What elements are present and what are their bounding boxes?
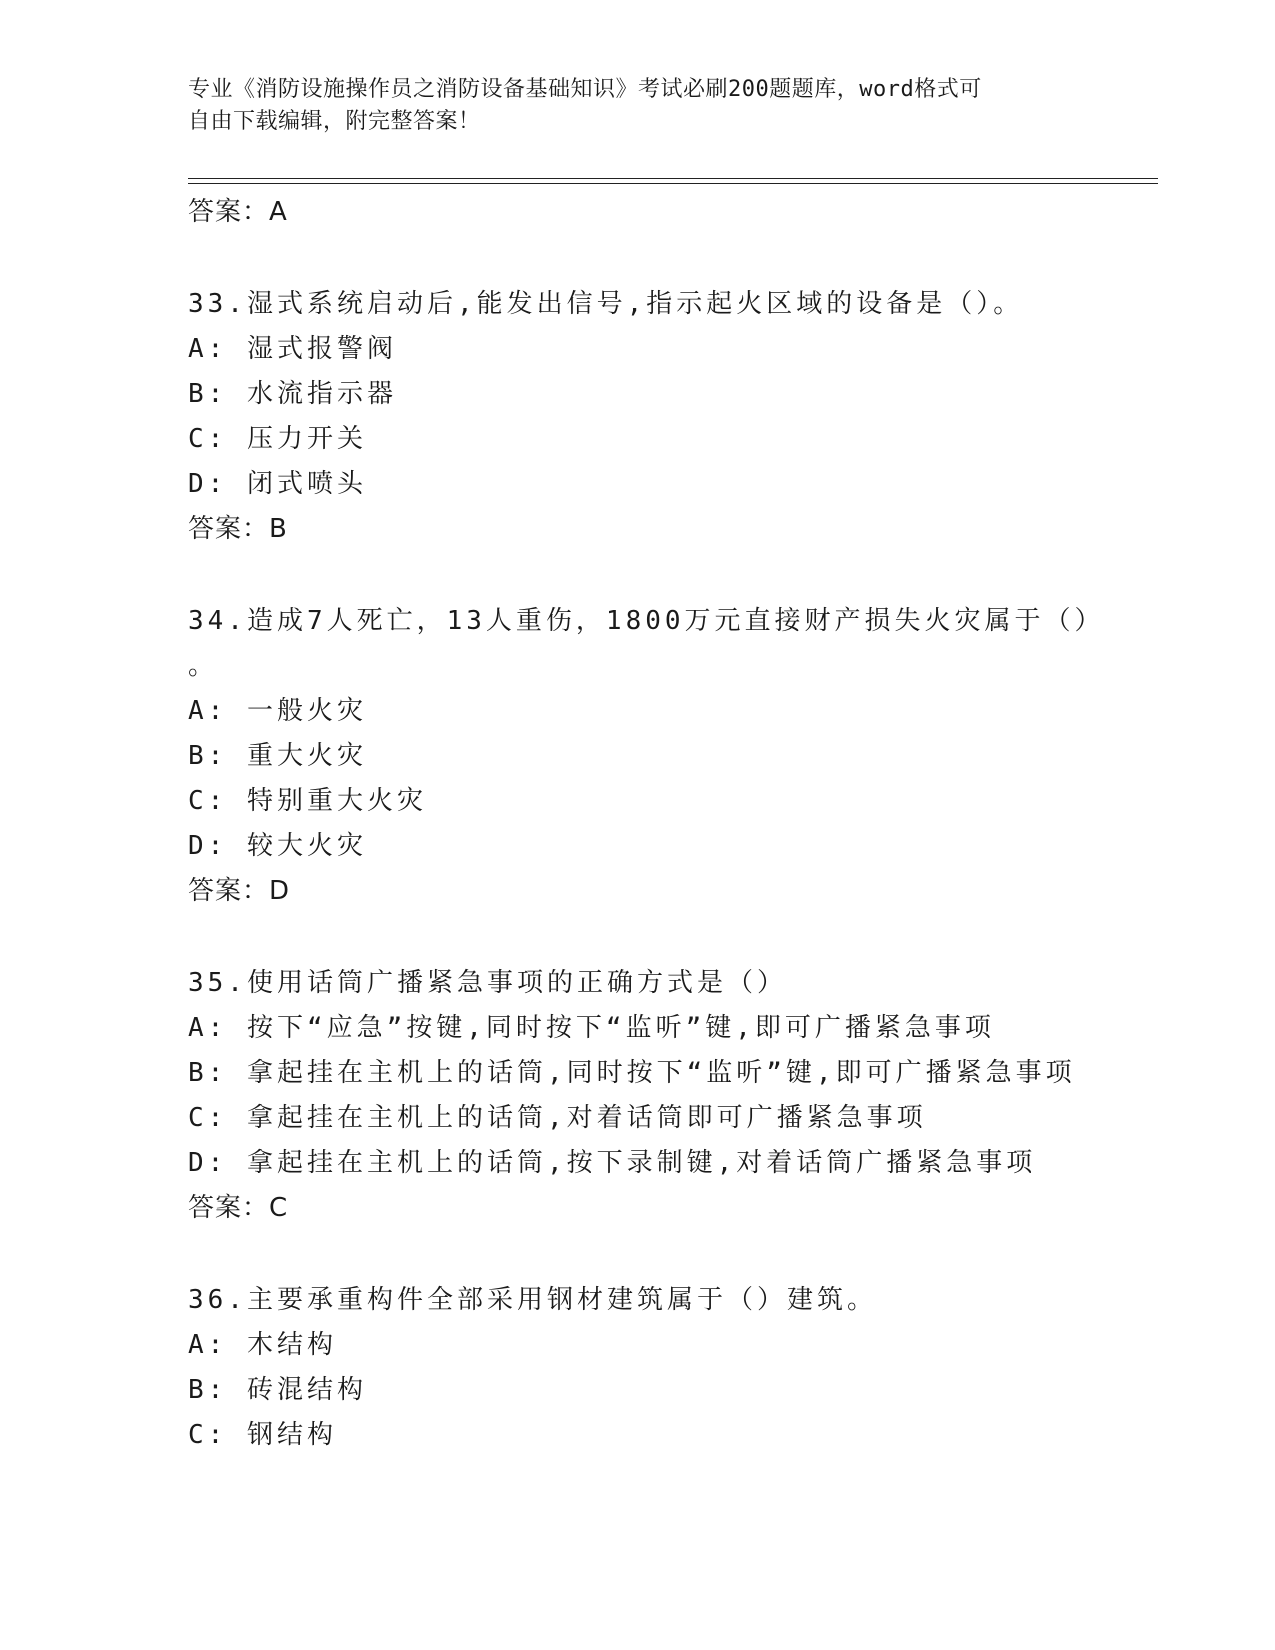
option-d: D: 拿起挂在主机上的话筒,按下录制键,对着话筒广播紧急事项 <box>188 1148 1037 1178</box>
document-header <box>188 74 1088 138</box>
question-33 <box>188 282 1168 551</box>
question-text: 35.使用话筒广播紧急事项的正确方式是（） <box>188 968 787 998</box>
question-35 <box>188 961 1168 1230</box>
answer: 答案：C <box>188 1193 289 1223</box>
option-a: A: 湿式报警阀 <box>188 334 397 364</box>
option-c: C: 钢结构 <box>188 1420 337 1450</box>
question-36 <box>188 1278 1168 1458</box>
question-34 <box>188 599 1168 913</box>
option-c: C: 特别重大火灾 <box>188 786 427 816</box>
option-b: B: 水流指示器 <box>188 379 397 409</box>
option-a: A: 木结构 <box>188 1330 337 1360</box>
question-list <box>188 190 1168 1458</box>
option-d: D: 较大火灾 <box>188 831 367 861</box>
answer-q32: 答案：A <box>188 197 288 227</box>
option-d: D: 闭式喷头 <box>188 469 367 499</box>
header-line-1: 专业《消防设施操作员之消防设备基础知识》考试必刷200题题库，word格式可 <box>188 77 982 102</box>
answer: 答案：B <box>188 514 288 544</box>
option-b: B: 拿起挂在主机上的话筒,同时按下“监听”键,即可广播紧急事项 <box>188 1058 1076 1088</box>
question-text: 33.湿式系统启动后,能发出信号,指示起火区域的设备是（）。 <box>188 289 1024 319</box>
option-c: C: 拿起挂在主机上的话筒,对着话筒即可广播紧急事项 <box>188 1103 927 1133</box>
question-text-line-2: 。 <box>188 651 219 681</box>
option-a: A: 按下“应急”按键,同时按下“监听”键,即可广播紧急事项 <box>188 1013 995 1043</box>
option-b: B: 砖混结构 <box>188 1375 367 1405</box>
option-b: B: 重大火灾 <box>188 741 367 771</box>
header-rule-top <box>188 178 1158 179</box>
header-line-2: 自由下载编辑，附完整答案！ <box>188 109 481 134</box>
option-c: C: 压力开关 <box>188 424 367 454</box>
option-a: A: 一般火灾 <box>188 696 367 726</box>
header-rule-bottom <box>188 183 1158 184</box>
answer: 答案：D <box>188 876 291 906</box>
question-text-line-1: 34.造成7人死亡，13人重伤，1800万元直接财产损失火灾属于（） <box>188 606 1105 636</box>
question-text: 36.主要承重构件全部采用钢材建筑属于（）建筑。 <box>188 1285 877 1315</box>
